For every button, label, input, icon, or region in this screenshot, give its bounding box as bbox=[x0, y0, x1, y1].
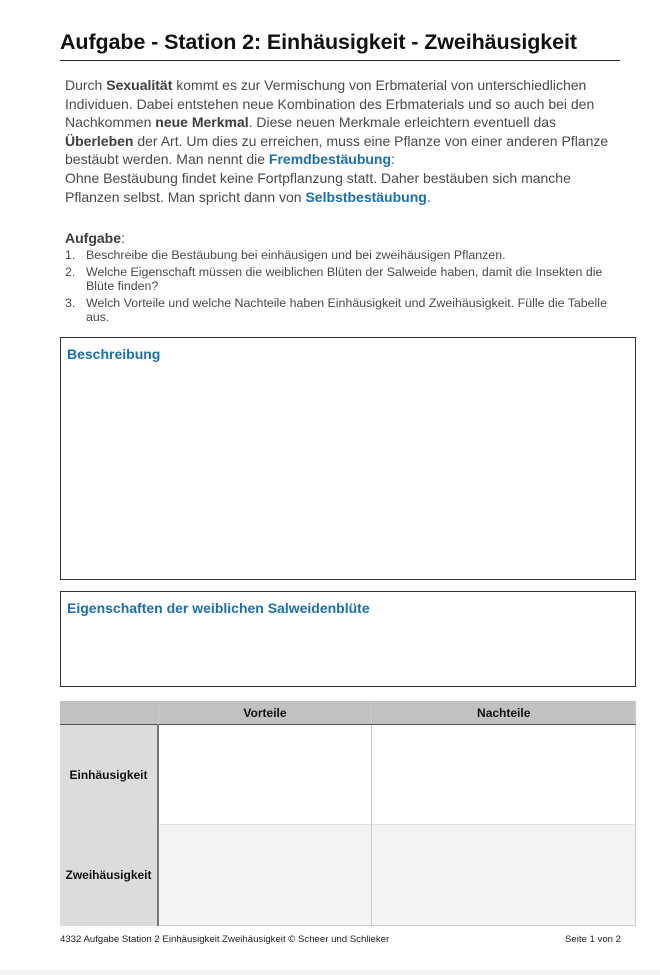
term-selbstbestaeubung: Selbstbestäubung bbox=[305, 188, 427, 205]
text: . bbox=[426, 188, 431, 205]
table-row bbox=[60, 725, 636, 825]
answer-cell-zweihaeusigkeit-vorteile[interactable] bbox=[158, 825, 372, 926]
properties-box-label: Eigenschaften der weiblichen Salweidenblüte bbox=[67, 600, 370, 616]
task-list bbox=[65, 248, 625, 324]
text: kommt es zur Vermischung von Erbmaterial von unterschiedlichen Individuen. Dabei entstehen neue Kombination des Erbmaterials und so auch bei den Nachkommen bbox=[65, 77, 595, 131]
task-heading bbox=[65, 229, 625, 247]
page-footer bbox=[60, 934, 621, 945]
term-ueberleben: Überleben bbox=[65, 132, 134, 149]
answer-cell-einhaeusigkeit-nachteile[interactable] bbox=[372, 725, 636, 825]
task-number: 1. bbox=[65, 248, 76, 262]
task-number: 2. bbox=[65, 265, 76, 279]
table-corner-cell bbox=[60, 701, 158, 725]
task-number: 3. bbox=[65, 296, 76, 310]
description-box-label: Beschreibung bbox=[67, 346, 161, 362]
term-sexualitaet: Sexualität bbox=[106, 77, 173, 93]
table-header-row bbox=[60, 701, 636, 725]
row-header-einhaeusigkeit: Einhäusigkeit bbox=[60, 725, 158, 825]
task-item bbox=[65, 248, 625, 262]
pros-cons-table bbox=[60, 701, 636, 926]
properties-answer-box[interactable] bbox=[60, 591, 636, 687]
task-item bbox=[65, 296, 625, 324]
row-header-zweihaeusigkeit: Zweihäusigkeit bbox=[60, 825, 158, 926]
page-title: Aufgabe - Station 2: Einhäusigkeit - Zweihäusigkeit bbox=[60, 30, 620, 61]
page-number: Seite 1 von 2 bbox=[564, 934, 621, 945]
task-item bbox=[65, 265, 625, 293]
description-answer-box[interactable] bbox=[60, 337, 636, 580]
task-text: Beschreibe die Bestäubung bei einhäusigen und bei zweihäusigen Pflanzen. bbox=[86, 248, 506, 262]
text: : bbox=[391, 151, 395, 168]
footer-copyright: 4332 Aufgabe Station 2 Einhäusigkeit Zweihäusigkeit © Scheer und Schlieker bbox=[60, 934, 390, 945]
task-text: Welch Vorteile und welche Nachteile haben Einhäusigkeit und Zweihäusigkeit. Fülle die Tabelle aus. bbox=[86, 296, 607, 324]
text: der Art. Um dies zu erreichen, muss eine Pflanze von einer anderen Pflanze bestäubt werden. Man nennt die bbox=[65, 132, 609, 168]
task-heading-label: Aufgabe bbox=[65, 230, 121, 246]
task-section bbox=[65, 229, 625, 327]
task-text: Welche Eigenschaft müssen die weiblichen Blüten der Salweide haben, damit die Insekten die Blüte finden? bbox=[86, 265, 603, 293]
task-heading-colon: : bbox=[121, 230, 125, 246]
page-edge-divider bbox=[0, 970, 660, 975]
answer-cell-einhaeusigkeit-vorteile[interactable] bbox=[158, 725, 372, 825]
column-header-nachteile: Nachteile bbox=[372, 701, 636, 725]
column-header-vorteile: Vorteile bbox=[158, 701, 372, 725]
term-neue-merkmal: neue Merkmal bbox=[155, 114, 249, 131]
answer-cell-zweihaeusigkeit-nachteile[interactable] bbox=[372, 825, 636, 926]
intro-paragraph-1 bbox=[65, 76, 625, 169]
text: Ohne Bestäubung findet keine Fortpflanzung statt. Daher bestäuben sich manche Pflanzen selbst. Man spricht dann von bbox=[65, 169, 571, 205]
intro-text bbox=[65, 76, 625, 206]
table-row bbox=[60, 825, 636, 926]
term-fremdbestaeubung: Fremdbestäubung bbox=[268, 151, 392, 168]
text: . Diese neuen Merkmale erleichtern eventuell das bbox=[248, 114, 557, 131]
intro-paragraph-2 bbox=[65, 169, 625, 206]
text: Durch bbox=[65, 77, 107, 93]
